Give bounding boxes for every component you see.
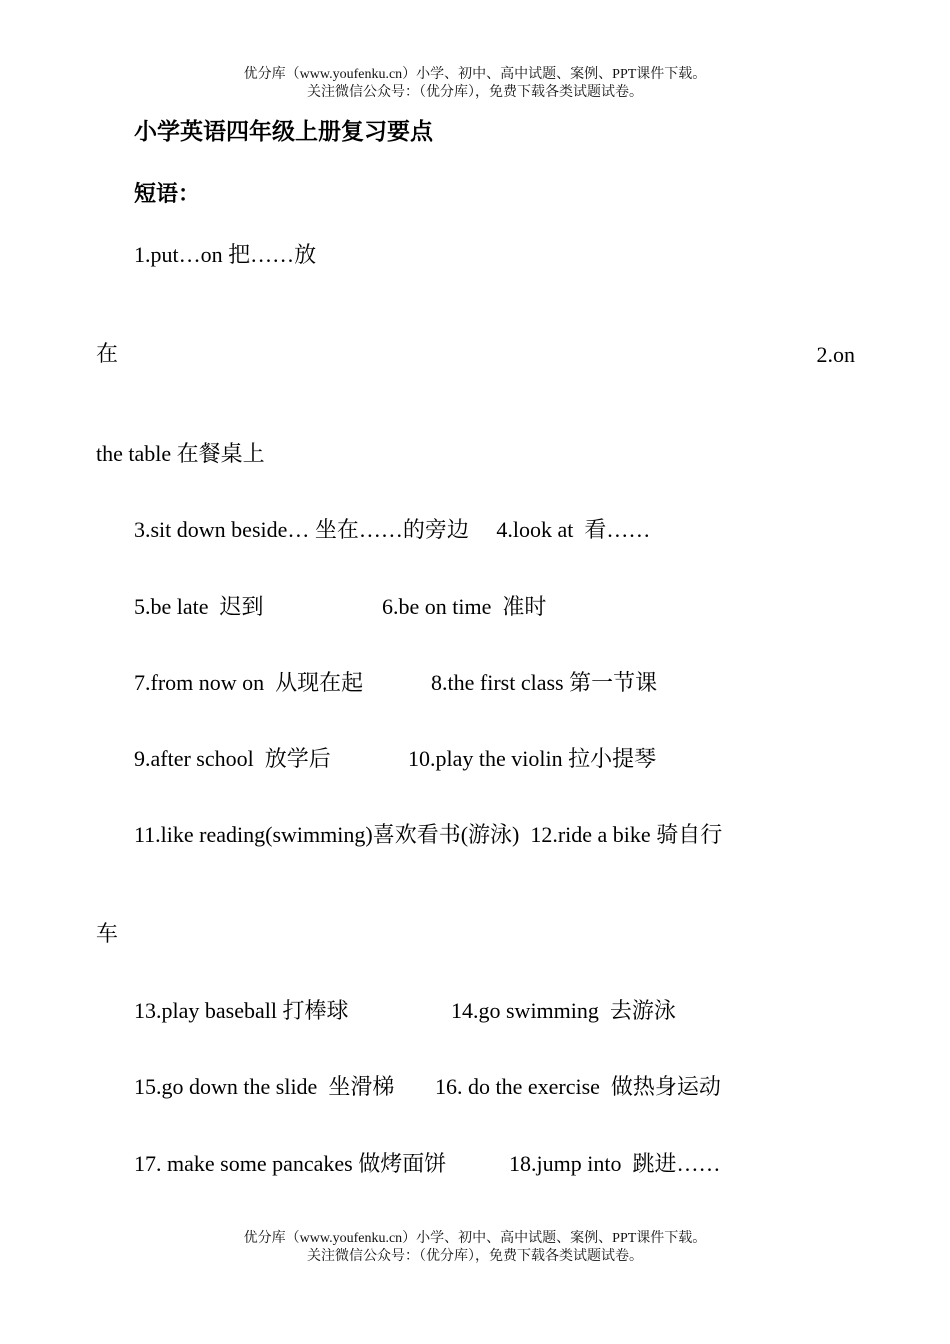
phrase-10: 10.play the violin 拉小提琴 [408,746,657,771]
phrase-row-11-12: 11.like reading(swimming)喜欢看书(游泳) 12.ride a bike 骑自行 [134,822,723,847]
phrase-9: 9.after school 放学后 [134,746,331,771]
phrase-17: 17. make some pancakes 做烤面饼 [134,1151,447,1176]
phrase-6: 6.be on time 准时 [382,594,547,619]
phrase-7: 7.from now on 从现在起 [134,670,364,695]
phrase-16: 16. do the exercise 做热身运动 [435,1074,721,1099]
page-footer-line-2: 关注微信公众号：（优分库），免费下载各类试题试卷。 [307,1249,643,1264]
page-header-line-1: 优分库（www.youfenku.cn）小学、初中、高中试题、案例、PPT课件下载。 [243,67,707,82]
phrase-1: 1.put…on 把……放 [134,242,317,267]
phrase-2-start: 2.on [816,342,855,367]
phrase-18: 18.jump into 跳进…… [509,1151,721,1176]
document-title: 小学英语四年级上册复习要点 [134,119,433,144]
phrase-15: 15.go down the slide 坐滑梯 [134,1074,395,1099]
section-heading-phrases: 短语： [134,181,201,206]
phrase-row-3-4: 3.sit down beside… 坐在……的旁边 4.look at 看…… [134,517,651,542]
phrase-8: 8.the first class 第一节课 [431,670,658,695]
phrase-12-continuation: 车 [96,921,119,946]
phrase-1-continuation: 在 [96,341,119,366]
phrase-14: 14.go swimming 去游泳 [451,998,676,1023]
page-header-line-2: 关注微信公众号：（优分库），免费下载各类试题试卷。 [307,85,643,100]
phrase-13: 13.play baseball 打棒球 [134,998,349,1023]
phrase-5: 5.be late 迟到 [134,594,264,619]
page-footer-line-1: 优分库（www.youfenku.cn）小学、初中、高中试题、案例、PPT课件下载。 [243,1231,707,1246]
phrase-2-continuation: the table 在餐桌上 [96,441,265,466]
